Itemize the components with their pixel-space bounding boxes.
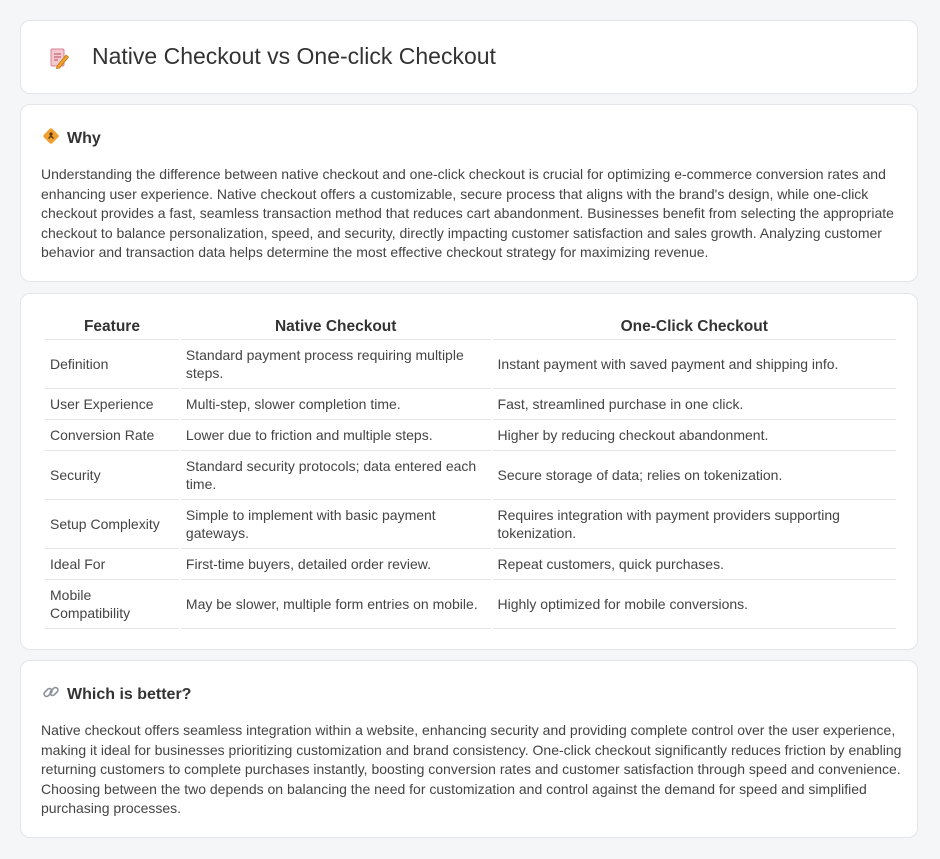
- title-card: [20, 20, 918, 94]
- table-cell-feature: Ideal For: [45, 549, 179, 580]
- table-header-row: [45, 316, 896, 340]
- comparison-section: [20, 293, 918, 650]
- table-cell-native: Multi-step, slower completion time.: [181, 389, 491, 420]
- document-pencil-icon: [48, 47, 70, 74]
- why-heading: Why: [67, 129, 101, 147]
- table-row: [45, 420, 896, 451]
- table-cell-feature: Setup Complexity: [45, 500, 179, 549]
- table-row: [45, 549, 896, 580]
- which-is-better-section: [20, 660, 918, 838]
- table-row: [45, 389, 896, 420]
- table-cell-one-click: Secure storage of data; relies on tokenization.: [493, 451, 896, 500]
- table-cell-one-click: Instant payment with saved payment and shipping info.: [493, 340, 896, 389]
- comparison-table: [43, 316, 898, 629]
- which-is-better-text: Native checkout offers seamless integration within a website, enhancing security and providing complete control over the user experience, making it ideal for businesses prioritizing customization and brand consistency. One-click checkout significantly reduces friction by enabling returning customers to complete purchases instantly, boosting conversion rates and customer satisfaction through speed and convenience. Choosing between the two depends on balancing the need for customization and control against the demand for speed and simplified purchasing processes.: [41, 722, 902, 817]
- table-cell-feature: Security: [45, 451, 179, 500]
- table-row: [45, 500, 896, 549]
- page-title: Native Checkout vs One-click Checkout: [92, 43, 496, 69]
- table-cell-one-click: Higher by reducing checkout abandonment.: [493, 420, 896, 451]
- link-icon: [42, 683, 60, 706]
- table-cell-one-click: Requires integration with payment providers supporting tokenization.: [493, 500, 896, 549]
- table-cell-native: Simple to implement with basic payment gateways.: [181, 500, 491, 549]
- column-header-feature: Feature: [45, 316, 179, 340]
- why-text: Understanding the difference between native checkout and one-click checkout is crucial for optimizing e-commerce conversion rates and enhancing user experience. Native checkout offers a customizable, secure process that aligns with the brand's design, while one-click checkout provides a fast, seamless transaction method that reduces cart abandonment. Businesses benefit from selecting the appropriate checkout to balance personalization, speed, and security, directly impacting customer satisfaction and sales growth. Analyzing customer behavior and transaction data helps determine the most effective checkout strategy for maximizing revenue.: [41, 166, 894, 261]
- table-cell-native: First-time buyers, detailed order review.: [181, 549, 491, 580]
- table-row: [45, 580, 896, 629]
- why-section: [20, 104, 918, 282]
- column-header-native: Native Checkout: [181, 316, 491, 340]
- table-cell-one-click: Repeat customers, quick purchases.: [493, 549, 896, 580]
- table-cell-native: Standard payment process requiring multiple steps.: [181, 340, 491, 389]
- table-cell-feature: Conversion Rate: [45, 420, 179, 451]
- table-cell-one-click: Highly optimized for mobile conversions.: [493, 580, 896, 629]
- table-row: [45, 340, 896, 389]
- which-is-better-heading: Which is better?: [67, 685, 192, 703]
- table-cell-native: May be slower, multiple form entries on mobile.: [181, 580, 491, 629]
- column-header-one-click: One-Click Checkout: [493, 316, 896, 340]
- table-cell-feature: User Experience: [45, 389, 179, 420]
- table-cell-feature: Definition: [45, 340, 179, 389]
- table-cell-one-click: Fast, streamlined purchase in one click.: [493, 389, 896, 420]
- table-cell-native: Standard security protocols; data entered each time.: [181, 451, 491, 500]
- diamond-sign-icon: [42, 127, 60, 150]
- table-cell-native: Lower due to friction and multiple steps.: [181, 420, 491, 451]
- table-row: [45, 451, 896, 500]
- table-cell-feature: Mobile Compatibility: [45, 580, 179, 629]
